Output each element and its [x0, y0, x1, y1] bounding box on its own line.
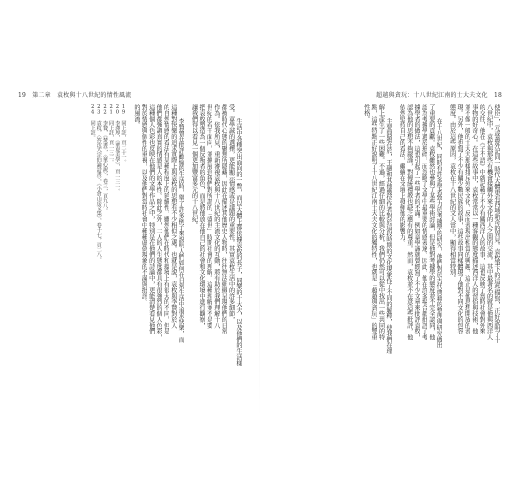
- footnote: 23 袁枚，〈答沈大宗伯論詩書〉，《小倉山房文集》，卷十七，頁二八。: [95, 104, 102, 262]
- left-text-block: [22, 104, 242, 404]
- body-line: 在十八世紀，同時有許多學者致力於考據學的研究，他們對於古代典籍的整理與研究做出: [435, 118, 443, 349]
- body-line: 據學者的做法，這也引起了一些學者的不滿。例如章學誠就曾經寫了不少文章來批評袁枚，: [413, 104, 421, 341]
- body-line: 這種對快樂的追求實際上與袁枚的思想有不少相似之處。也就是說，袁枚與李贄對於人: [169, 104, 177, 329]
- body-line: 作為。依我所見，重新審視袁枚與十八世紀的主流文化的互動，將有助於我們理解十八: [212, 104, 220, 329]
- footnote: 19 同上註，頁二十一。: [120, 104, 127, 165]
- body-line: 讓我們得以看見一個更加豐富多元的十八世紀。: [190, 104, 198, 228]
- body-line: 認為他的思想不夠嚴謹，對傳統禮教也缺乏應有的尊重。然而，袁枚並不在意這些批評，他: [405, 104, 413, 341]
- body-line: 了重要的貢獻。袁枚雖然也參與了某些學術討論，但是他對考據學的態度並不完全認同，他: [427, 104, 435, 341]
- body-line: 的風流。: [132, 104, 140, 128]
- right-text-block: [274, 104, 500, 404]
- body-line: 現。另外，他也寫了不少有關少數民族的故事，這些故事同樣體現了他對不同文化的包容: [456, 104, 464, 335]
- footnote: 21 同上註，頁一三二。: [108, 104, 115, 165]
- body-line: 受。章學誠的選擇，更能顯示情感或是議題的重要性。其實袁枚生活中的許多細節，: [227, 104, 235, 323]
- footnote: 22 李贄，《焚書》，〈童心說〉，卷三，頁九八。: [101, 104, 108, 213]
- body-line: 解上產生了一些困難。不過，經過仔細的比較與分析，我們仍然可以從中找出一些共同的特: [377, 104, 385, 341]
- body-line: 李贊曾在批評歡愉的生活時，舉了許多例子來說明人們如何在日常生活中追求快樂，而: [177, 118, 185, 343]
- body-line: 使臣」，元或叢外記同一時代大體更有西域新奇的異見。袁枚筆下的這些描寫，正好說明了十: [493, 104, 500, 343]
- body-line: 並不像一般的士大夫那樣排斥外來文化，反而表現出相當的興趣，這正是他思想開放的表: [463, 104, 471, 335]
- body-line: 他們都強調真實的情感是人的本性。除此之外，二人的人生態度都具有很強烈的個人色彩，: [155, 104, 163, 341]
- body-line: 態度。由於這些原因，袁枚在十八世紀的文人當中，顯得相當特別。: [448, 104, 456, 282]
- footnote: 20 李澤厚，《華夏美學》，頁一三一。: [114, 104, 121, 194]
- body-line: 依然堅持自己的看法，繼續在文壇上發揮他的影響力。: [398, 104, 406, 246]
- body-line: 對於情感與個性的重視，以及他們對當時社會中種種虛偽現象的不滿與批評。: [140, 104, 148, 305]
- body-line: 事物的好奇心。在這些故事中，袁枚常常以一種客觀的態度描述西洋人的習俗與技術，他: [470, 104, 478, 335]
- body-line: 點，這些特點正好說明了十八世紀江南士大夫文化的獨特性，也就是「超越與貪玩」的雙重: [370, 104, 378, 341]
- body-line: 世紀的若干面向，並擴展到我們對所謂的「盛世」時期社會的理解。這種理解並不是要: [205, 104, 213, 329]
- body-line: 這種個人色彩也反映在他們的文學作品之中，特別是在他們的詩論中，更能清楚看見他們: [147, 104, 155, 335]
- body-line: 都被時代心態的聚焦所隱藏，因此在描述其他歷史人物時，往往無法細緻呈現他們的日常: [220, 104, 228, 335]
- body-line: 性格。: [362, 104, 370, 122]
- body-line: 的自然情感的看法有某種程度上的延續性，雖然他們在時代和環境上有很大的不同，但是: [162, 104, 170, 335]
- right-page: [260, 0, 520, 500]
- running-head-left: 19 第二章 袁枚與十八世紀的情性風流: [18, 92, 132, 99]
- body-line: 認為考據學過於瑣碎，而忽略了文學中最重要的情感表達。因此，他在許多場合都批評了考: [420, 104, 428, 341]
- body-line: 生活中各種突出面向的一瞥，而以大體上都依據袁枚的長子，同樂的十大夫，以及他們的生活樣: [235, 118, 242, 366]
- footnotes: [89, 104, 126, 404]
- footnote: 24 同上註。: [89, 104, 96, 140]
- body-line: 把袁枚塑造為一個反叛者的角色，而是將他放在他自己的社會和文化環境中進行觀察，: [198, 104, 206, 329]
- body-line: 八世紀中，袁枚與那些有機會接觸外來文化的人之間的交流。其中最著名的就是他與西洋人: [485, 104, 493, 341]
- body-line: 的交往，他在《子不語》中就記載了不少有關西洋人的故事，這也反映了當時社會對外來: [478, 104, 486, 335]
- running-head-right: 超越與貪玩：十八世紀江南的士大夫文化 18: [376, 92, 502, 99]
- body-line: 主要問題在於，王融和其他幾位作者對於這段時期的文化現象作了不同的解釋，使我們在理: [384, 118, 392, 355]
